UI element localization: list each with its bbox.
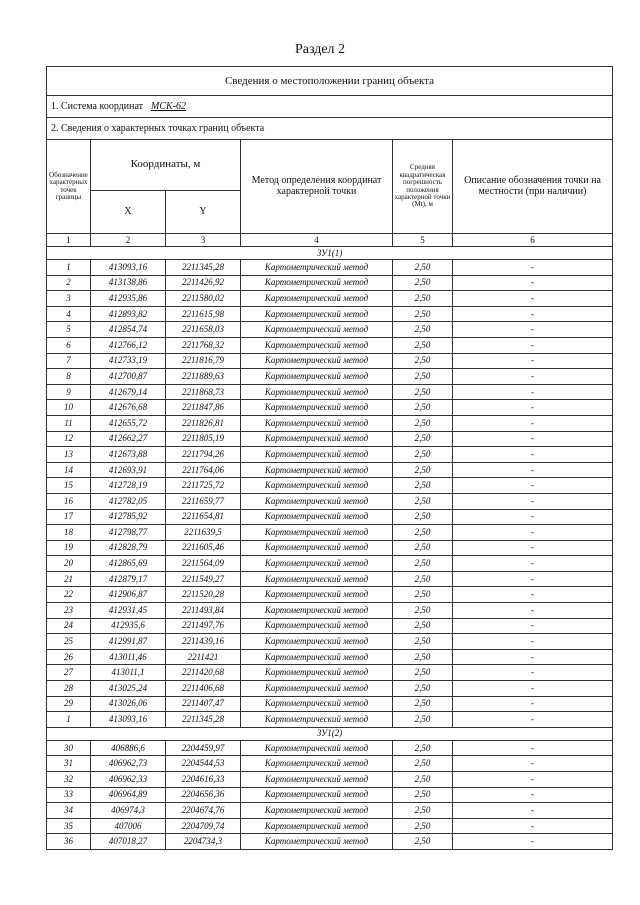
- method-cell: Картометрический метод: [241, 772, 393, 788]
- description-cell: -: [453, 540, 613, 556]
- description-cell: -: [453, 306, 613, 322]
- point-number-cell: 18: [47, 525, 91, 541]
- point-number-cell: 7: [47, 353, 91, 369]
- description-cell: -: [453, 603, 613, 619]
- coord-y-cell: 2211847,86: [166, 400, 241, 416]
- table-row: [47, 462, 613, 478]
- coord-y-cell: 2211549,27: [166, 571, 241, 587]
- table-row: [47, 818, 613, 834]
- coord-x-cell: 412906,87: [91, 587, 166, 603]
- description-cell: -: [453, 756, 613, 772]
- point-number-cell: 19: [47, 540, 91, 556]
- coord-y-cell: 2211868,73: [166, 384, 241, 400]
- coord-y-cell: 2211659,77: [166, 493, 241, 509]
- point-number-cell: 31: [47, 756, 91, 772]
- coord-x-cell: 413138,86: [91, 275, 166, 291]
- coord-x-cell: 412679,14: [91, 384, 166, 400]
- coord-y-cell: 2211889,63: [166, 369, 241, 385]
- coord-y-cell: 2204459,97: [166, 740, 241, 756]
- coord-x-cell: 412693,91: [91, 462, 166, 478]
- description-cell: -: [453, 803, 613, 819]
- coord-x-cell: 412879,17: [91, 571, 166, 587]
- coord-y-cell: 2211406,68: [166, 681, 241, 697]
- coord-x-cell: 413011,46: [91, 649, 166, 665]
- table-row: [47, 415, 613, 431]
- table-row: [47, 556, 613, 572]
- coord-y-cell: 2204734,3: [166, 834, 241, 850]
- table-row: [47, 306, 613, 322]
- point-number-cell: 11: [47, 415, 91, 431]
- coord-y-cell: 2211805,19: [166, 431, 241, 447]
- point-number-cell: 25: [47, 634, 91, 650]
- method-cell: Картометрический метод: [241, 818, 393, 834]
- accuracy-cell: 2,50: [393, 634, 453, 650]
- table-row: [47, 696, 613, 712]
- coord-x-cell: 412673,88: [91, 447, 166, 463]
- coord-x-cell: 413025,24: [91, 681, 166, 697]
- point-number-cell: 29: [47, 696, 91, 712]
- coord-x-cell: 406962,33: [91, 772, 166, 788]
- accuracy-cell: 2,50: [393, 556, 453, 572]
- description-cell: -: [453, 696, 613, 712]
- description-cell: -: [453, 818, 613, 834]
- method-cell: Картометрический метод: [241, 696, 393, 712]
- accuracy-cell: 2,50: [393, 756, 453, 772]
- point-number-cell: 10: [47, 400, 91, 416]
- accuracy-cell: 2,50: [393, 447, 453, 463]
- table-row: [47, 509, 613, 525]
- coord-x-cell: 412935,86: [91, 291, 166, 307]
- coord-system-cell: [47, 96, 613, 118]
- description-cell: -: [453, 493, 613, 509]
- table-row: [47, 540, 613, 556]
- method-cell: Картометрический метод: [241, 587, 393, 603]
- table-row: [47, 525, 613, 541]
- description-cell: -: [453, 618, 613, 634]
- column-number: 1: [47, 234, 91, 247]
- method-cell: Картометрический метод: [241, 493, 393, 509]
- table-row: [47, 618, 613, 634]
- point-number-cell: 8: [47, 369, 91, 385]
- description-cell: -: [453, 571, 613, 587]
- description-cell: -: [453, 834, 613, 850]
- coord-y-cell: 2211816,79: [166, 353, 241, 369]
- accuracy-cell: 2,50: [393, 369, 453, 385]
- coord-y-cell: 2204709,74: [166, 818, 241, 834]
- coord-x-cell: 412766,12: [91, 337, 166, 353]
- description-cell: -: [453, 260, 613, 276]
- point-number-cell: 1: [47, 260, 91, 276]
- description-cell: -: [453, 634, 613, 650]
- points-title: 2. Сведения о характерных точках границ объекта: [47, 118, 613, 140]
- coord-x-cell: 413026,06: [91, 696, 166, 712]
- point-number-cell: 24: [47, 618, 91, 634]
- method-cell: Картометрический метод: [241, 431, 393, 447]
- description-cell: -: [453, 665, 613, 681]
- coord-y-cell: 2211768,32: [166, 337, 241, 353]
- description-cell: -: [453, 369, 613, 385]
- description-cell: -: [453, 447, 613, 463]
- table-row: [47, 587, 613, 603]
- description-cell: -: [453, 275, 613, 291]
- table-row: [47, 681, 613, 697]
- table-row: [47, 803, 613, 819]
- table-row: [47, 447, 613, 463]
- accuracy-cell: 2,50: [393, 803, 453, 819]
- point-number-cell: 21: [47, 571, 91, 587]
- coord-y-cell: 2211605,46: [166, 540, 241, 556]
- point-number-cell: 12: [47, 431, 91, 447]
- point-number-cell: 9: [47, 384, 91, 400]
- coord-y-cell: 2211493,84: [166, 603, 241, 619]
- description-cell: -: [453, 556, 613, 572]
- table-row: [47, 384, 613, 400]
- point-number-cell: 33: [47, 787, 91, 803]
- column-number: 3: [166, 234, 241, 247]
- coord-x-cell: 407018,27: [91, 834, 166, 850]
- accuracy-cell: 2,50: [393, 400, 453, 416]
- point-number-cell: 1: [47, 712, 91, 728]
- header-description: Описание обозначения точки на местности (при наличии): [453, 140, 613, 234]
- method-cell: Картометрический метод: [241, 353, 393, 369]
- point-number-cell: 5: [47, 322, 91, 338]
- coord-x-cell: 412728,19: [91, 478, 166, 494]
- description-cell: -: [453, 415, 613, 431]
- table-row: [47, 493, 613, 509]
- group-label: ЗУ1(2): [47, 727, 613, 740]
- accuracy-cell: 2,50: [393, 260, 453, 276]
- table-row: [47, 712, 613, 728]
- group-row: [47, 727, 613, 740]
- point-number-cell: 35: [47, 818, 91, 834]
- description-cell: -: [453, 681, 613, 697]
- point-number-cell: 14: [47, 462, 91, 478]
- table-row: [47, 353, 613, 369]
- description-cell: -: [453, 462, 613, 478]
- method-cell: Картометрический метод: [241, 260, 393, 276]
- accuracy-cell: 2,50: [393, 540, 453, 556]
- accuracy-cell: 2,50: [393, 618, 453, 634]
- coord-y-cell: 2204674,76: [166, 803, 241, 819]
- coord-x-cell: 412828,79: [91, 540, 166, 556]
- coord-y-cell: 2204544,53: [166, 756, 241, 772]
- accuracy-cell: 2,50: [393, 681, 453, 697]
- table-row: [47, 369, 613, 385]
- point-number-cell: 16: [47, 493, 91, 509]
- method-cell: Картометрический метод: [241, 447, 393, 463]
- method-cell: Картометрический метод: [241, 556, 393, 572]
- method-cell: Картометрический метод: [241, 603, 393, 619]
- description-cell: -: [453, 431, 613, 447]
- point-number-cell: 4: [47, 306, 91, 322]
- description-cell: -: [453, 478, 613, 494]
- method-cell: Картометрический метод: [241, 337, 393, 353]
- table-title-row: [47, 67, 613, 96]
- accuracy-cell: 2,50: [393, 587, 453, 603]
- table-title: Сведения о местоположении границ объекта: [47, 67, 613, 96]
- accuracy-cell: 2,50: [393, 415, 453, 431]
- method-cell: Картометрический метод: [241, 415, 393, 431]
- method-cell: Картометрический метод: [241, 291, 393, 307]
- point-number-cell: 3: [47, 291, 91, 307]
- method-cell: Картометрический метод: [241, 787, 393, 803]
- accuracy-cell: 2,50: [393, 509, 453, 525]
- method-cell: Картометрический метод: [241, 756, 393, 772]
- method-cell: Картометрический метод: [241, 681, 393, 697]
- coord-y-cell: 2211345,28: [166, 260, 241, 276]
- coord-system-row: [47, 96, 613, 118]
- accuracy-cell: 2,50: [393, 525, 453, 541]
- header-row: [47, 140, 613, 191]
- point-number-cell: 30: [47, 740, 91, 756]
- point-number-cell: 23: [47, 603, 91, 619]
- description-cell: -: [453, 509, 613, 525]
- header-method: Метод определения координат характерной точки: [241, 140, 393, 234]
- description-cell: -: [453, 740, 613, 756]
- coord-x-cell: 406964,89: [91, 787, 166, 803]
- coord-x-cell: 412655,72: [91, 415, 166, 431]
- table-row: [47, 740, 613, 756]
- coord-y-cell: 2211439,16: [166, 634, 241, 650]
- column-number: 5: [393, 234, 453, 247]
- accuracy-cell: 2,50: [393, 696, 453, 712]
- coord-x-cell: 412854,74: [91, 322, 166, 338]
- method-cell: Картометрический метод: [241, 275, 393, 291]
- table-row: [47, 834, 613, 850]
- accuracy-cell: 2,50: [393, 712, 453, 728]
- coord-x-cell: 412662,27: [91, 431, 166, 447]
- coord-x-cell: 412785,92: [91, 509, 166, 525]
- table-row: [47, 478, 613, 494]
- point-number-cell: 27: [47, 665, 91, 681]
- header-y: Y: [166, 191, 241, 234]
- coord-y-cell: 2211564,09: [166, 556, 241, 572]
- point-number-cell: 6: [47, 337, 91, 353]
- description-cell: -: [453, 649, 613, 665]
- coord-x-cell: 412676,68: [91, 400, 166, 416]
- coord-x-cell: 406886,6: [91, 740, 166, 756]
- accuracy-cell: 2,50: [393, 740, 453, 756]
- coord-y-cell: 2211826,81: [166, 415, 241, 431]
- section-title: Раздел 2: [294, 42, 346, 57]
- table-row: [47, 665, 613, 681]
- method-cell: Картометрический метод: [241, 834, 393, 850]
- coord-y-cell: 2204656,36: [166, 787, 241, 803]
- description-cell: -: [453, 291, 613, 307]
- coord-x-cell: 406962,73: [91, 756, 166, 772]
- coord-y-cell: 2211497,76: [166, 618, 241, 634]
- accuracy-cell: 2,50: [393, 337, 453, 353]
- point-number-cell: 20: [47, 556, 91, 572]
- method-cell: Картометрический метод: [241, 803, 393, 819]
- accuracy-cell: 2,50: [393, 834, 453, 850]
- method-cell: Картометрический метод: [241, 540, 393, 556]
- column-number-row: [47, 234, 613, 247]
- point-number-cell: 13: [47, 447, 91, 463]
- accuracy-cell: 2,50: [393, 291, 453, 307]
- method-cell: Картометрический метод: [241, 525, 393, 541]
- point-number-cell: 34: [47, 803, 91, 819]
- accuracy-cell: 2,50: [393, 787, 453, 803]
- coord-system-label: 1. Система координат: [51, 100, 144, 112]
- point-number-cell: 2: [47, 275, 91, 291]
- description-cell: -: [453, 400, 613, 416]
- point-number-cell: 32: [47, 772, 91, 788]
- point-number-cell: 36: [47, 834, 91, 850]
- column-number: 6: [453, 234, 613, 247]
- accuracy-cell: 2,50: [393, 384, 453, 400]
- header-point: Обозначение характерных точек границы: [47, 140, 91, 234]
- coord-x-cell: 412733,19: [91, 353, 166, 369]
- method-cell: Картометрический метод: [241, 618, 393, 634]
- method-cell: Картометрический метод: [241, 634, 393, 650]
- point-number-cell: 28: [47, 681, 91, 697]
- coord-y-cell: 2211654,81: [166, 509, 241, 525]
- table-row: [47, 291, 613, 307]
- accuracy-cell: 2,50: [393, 431, 453, 447]
- description-cell: -: [453, 712, 613, 728]
- coord-x-cell: 412935,6: [91, 618, 166, 634]
- description-cell: -: [453, 337, 613, 353]
- method-cell: Картометрический метод: [241, 649, 393, 665]
- column-number: 2: [91, 234, 166, 247]
- coord-y-cell: 2211421: [166, 649, 241, 665]
- accuracy-cell: 2,50: [393, 493, 453, 509]
- description-cell: -: [453, 587, 613, 603]
- method-cell: Картометрический метод: [241, 740, 393, 756]
- accuracy-cell: 2,50: [393, 571, 453, 587]
- description-cell: -: [453, 772, 613, 788]
- coord-y-cell: 2204616,33: [166, 772, 241, 788]
- coord-y-cell: 2211615,98: [166, 306, 241, 322]
- point-number-cell: 26: [47, 649, 91, 665]
- table-row: [47, 260, 613, 276]
- accuracy-cell: 2,50: [393, 306, 453, 322]
- method-cell: Картометрический метод: [241, 712, 393, 728]
- coord-x-cell: 406974,3: [91, 803, 166, 819]
- accuracy-cell: 2,50: [393, 322, 453, 338]
- accuracy-cell: 2,50: [393, 275, 453, 291]
- method-cell: Картометрический метод: [241, 665, 393, 681]
- accuracy-cell: 2,50: [393, 478, 453, 494]
- points-title-row: [47, 118, 613, 140]
- table-row: [47, 787, 613, 803]
- coord-y-cell: 2211725,72: [166, 478, 241, 494]
- method-cell: Картометрический метод: [241, 571, 393, 587]
- coord-y-cell: 2211420,68: [166, 665, 241, 681]
- coord-y-cell: 2211794,26: [166, 447, 241, 463]
- table-row: [47, 756, 613, 772]
- description-cell: -: [453, 384, 613, 400]
- coord-x-cell: 412991,87: [91, 634, 166, 650]
- boundary-table: [46, 66, 613, 850]
- coord-y-cell: 2211407,47: [166, 696, 241, 712]
- coord-x-cell: 413011,1: [91, 665, 166, 681]
- accuracy-cell: 2,50: [393, 353, 453, 369]
- accuracy-cell: 2,50: [393, 665, 453, 681]
- coord-x-cell: 412865,69: [91, 556, 166, 572]
- group-label: ЗУ1(1): [47, 247, 613, 260]
- method-cell: Картометрический метод: [241, 384, 393, 400]
- table-row: [47, 322, 613, 338]
- table-row: [47, 400, 613, 416]
- header-x: X: [91, 191, 166, 234]
- table-row: [47, 772, 613, 788]
- description-cell: -: [453, 525, 613, 541]
- coord-y-cell: 2211639,5: [166, 525, 241, 541]
- header-coords: Координаты, м: [91, 140, 241, 191]
- accuracy-cell: 2,50: [393, 462, 453, 478]
- point-number-cell: 22: [47, 587, 91, 603]
- method-cell: Картометрический метод: [241, 322, 393, 338]
- table-body: [47, 67, 613, 850]
- coord-y-cell: 2211580,02: [166, 291, 241, 307]
- coord-system-value: МСК-62: [151, 100, 187, 112]
- table-row: [47, 431, 613, 447]
- method-cell: Картометрический метод: [241, 400, 393, 416]
- coord-y-cell: 2211764,06: [166, 462, 241, 478]
- group-row: [47, 247, 613, 260]
- column-number: 4: [241, 234, 393, 247]
- table-row: [47, 634, 613, 650]
- description-cell: -: [453, 787, 613, 803]
- table-row: [47, 571, 613, 587]
- header-accuracy: Средняя квадратическая погрешность положения характерной точки (Мt), м: [393, 140, 453, 234]
- point-number-cell: 15: [47, 478, 91, 494]
- coord-x-cell: 412931,45: [91, 603, 166, 619]
- coord-y-cell: 2211345,28: [166, 712, 241, 728]
- coord-x-cell: 413093,16: [91, 260, 166, 276]
- coord-x-cell: 412782,05: [91, 493, 166, 509]
- method-cell: Картометрический метод: [241, 478, 393, 494]
- point-number-cell: 17: [47, 509, 91, 525]
- coord-x-cell: 413093,16: [91, 712, 166, 728]
- coord-y-cell: 2211658,03: [166, 322, 241, 338]
- method-cell: Картометрический метод: [241, 462, 393, 478]
- coord-x-cell: 412700,87: [91, 369, 166, 385]
- accuracy-cell: 2,50: [393, 772, 453, 788]
- method-cell: Картометрический метод: [241, 369, 393, 385]
- coord-x-cell: 412798,77: [91, 525, 166, 541]
- accuracy-cell: 2,50: [393, 649, 453, 665]
- description-cell: -: [453, 353, 613, 369]
- coord-x-cell: 407006: [91, 818, 166, 834]
- method-cell: Картометрический метод: [241, 509, 393, 525]
- accuracy-cell: 2,50: [393, 603, 453, 619]
- coord-y-cell: 2211520,28: [166, 587, 241, 603]
- table-row: [47, 275, 613, 291]
- table-row: [47, 649, 613, 665]
- method-cell: Картометрический метод: [241, 306, 393, 322]
- accuracy-cell: 2,50: [393, 818, 453, 834]
- coord-x-cell: 412893,82: [91, 306, 166, 322]
- table-row: [47, 337, 613, 353]
- table-row: [47, 603, 613, 619]
- description-cell: -: [453, 322, 613, 338]
- coord-y-cell: 2211426,92: [166, 275, 241, 291]
